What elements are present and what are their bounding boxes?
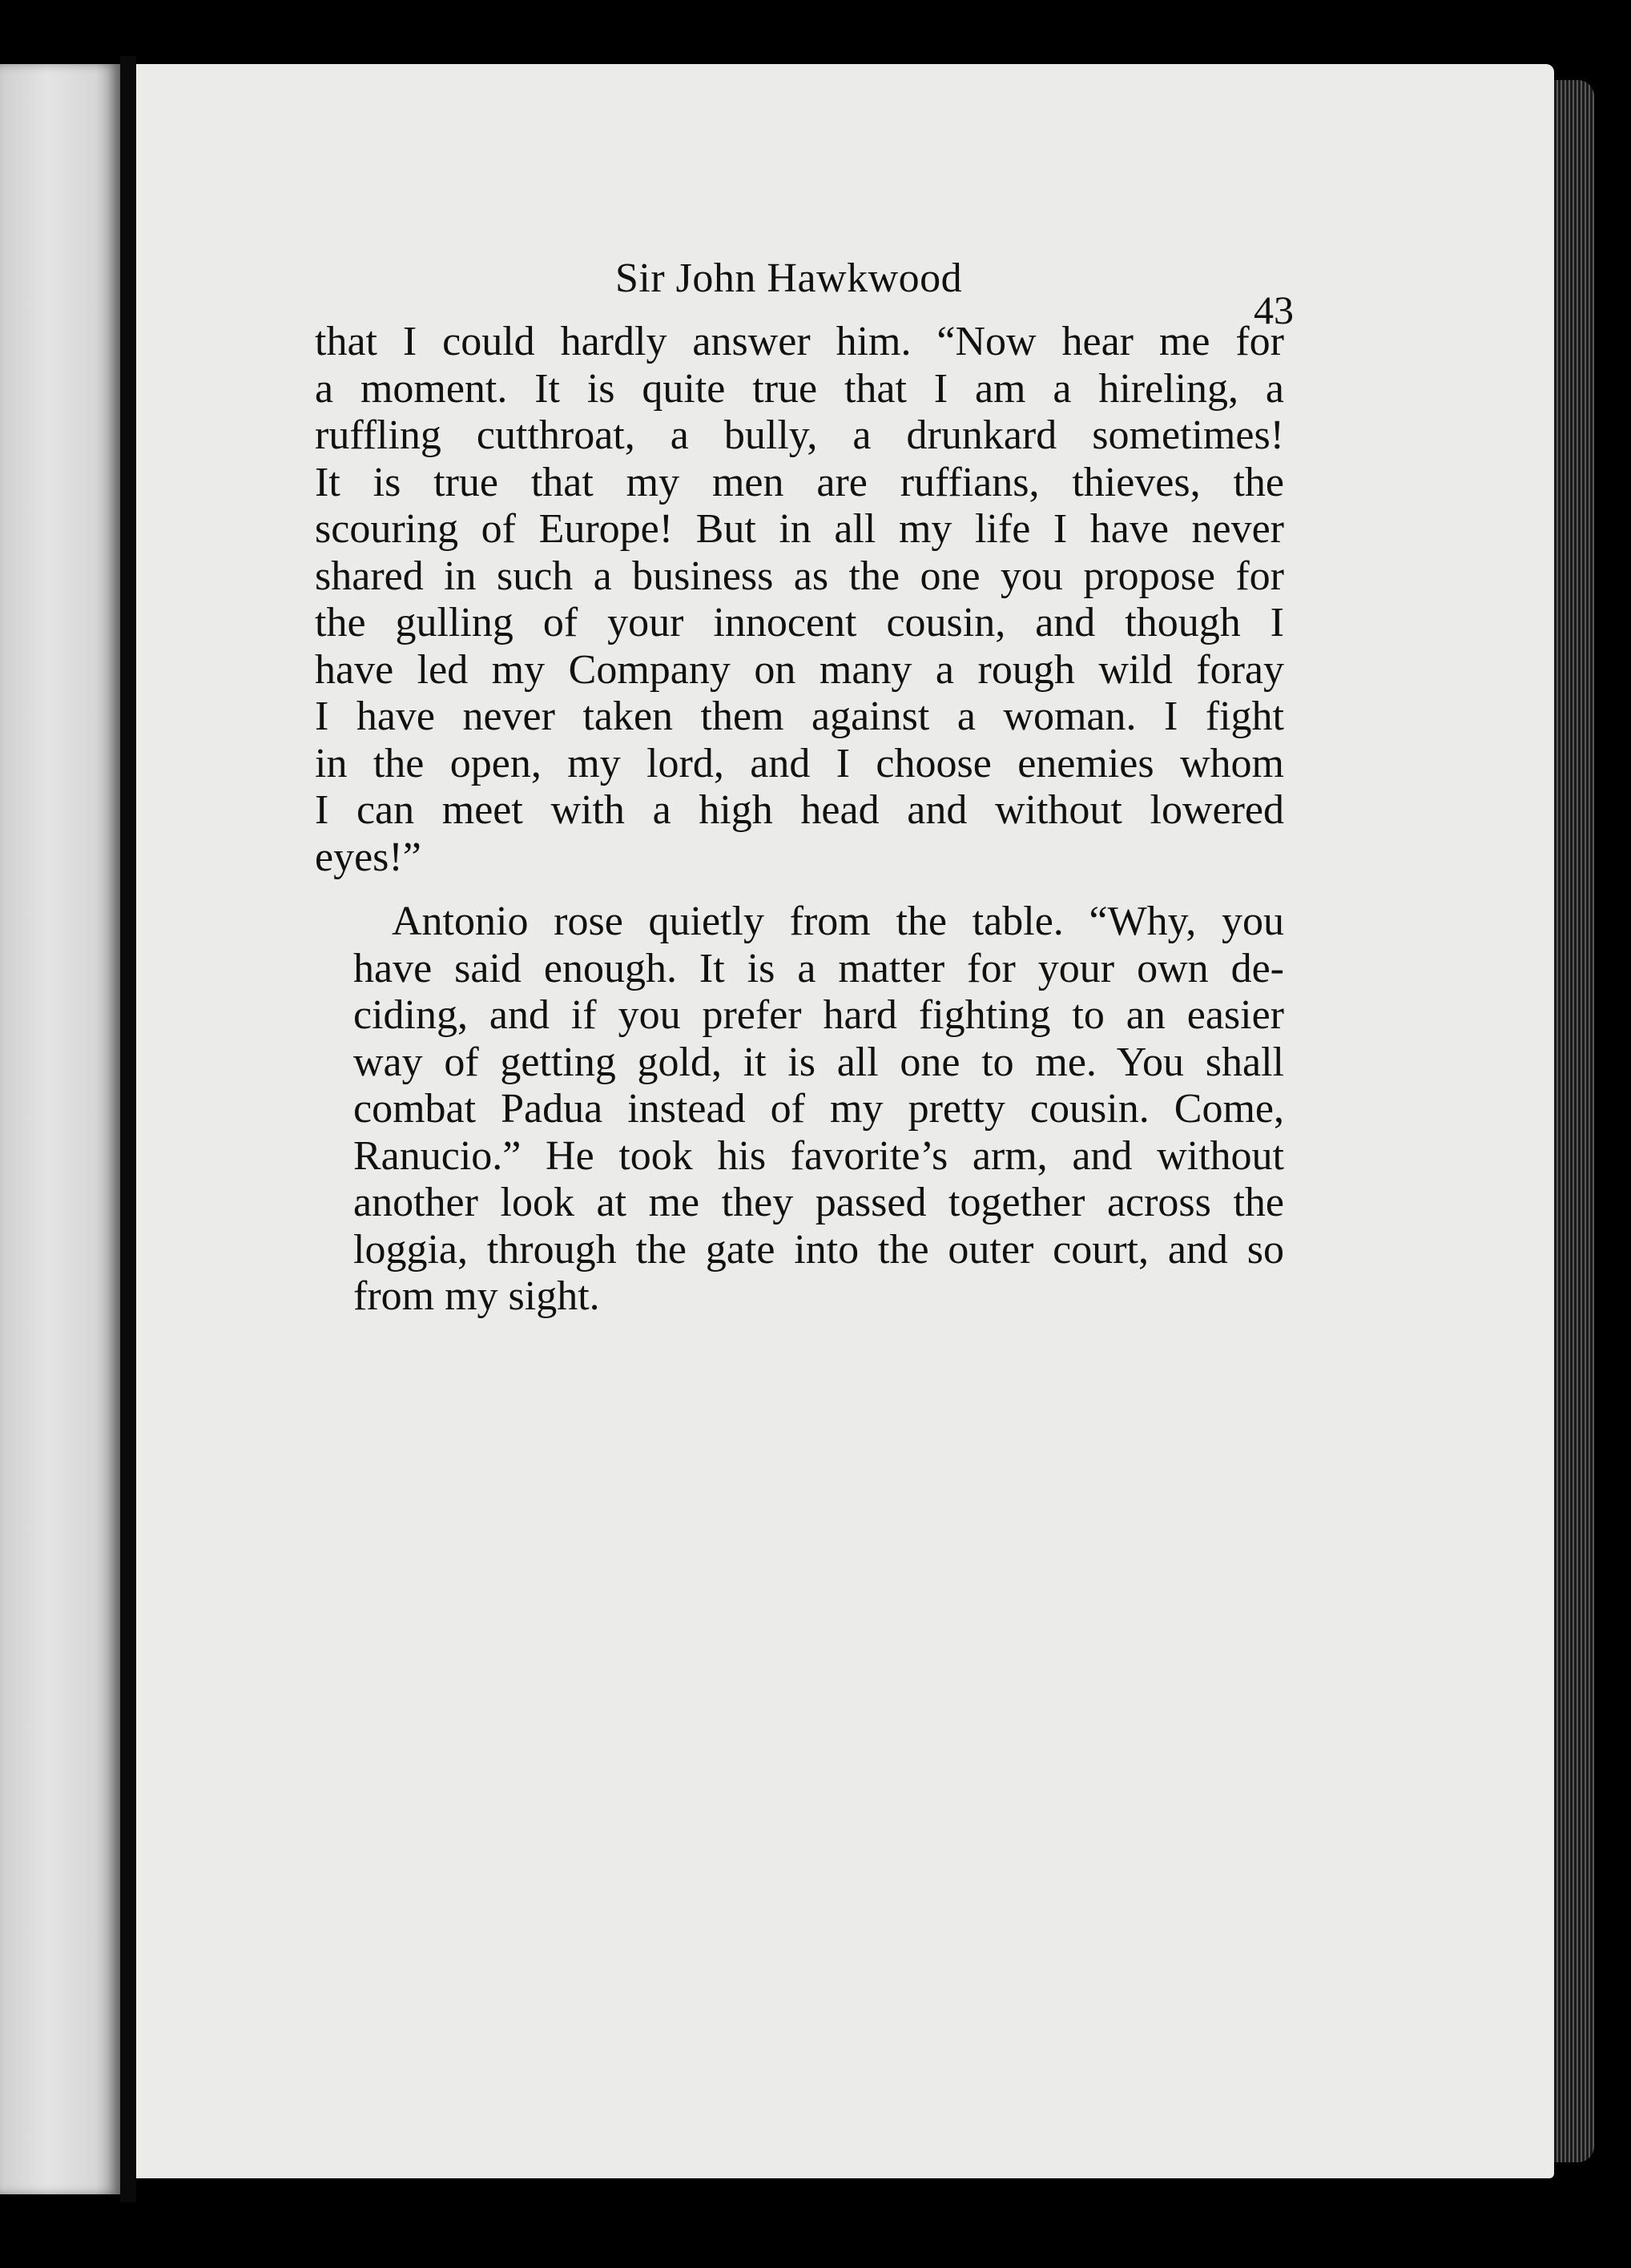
text-line: It is true that my men are ruffians, thieves, the <box>315 459 1284 505</box>
text-line: another look at me they passed together across the <box>353 1180 1284 1225</box>
text-line: I can meet with a high head and without lowered <box>315 787 1284 833</box>
text-line: the gulling of your innocent cousin, and though I <box>315 600 1284 645</box>
text-line: I have never taken them against a woman. I fight <box>315 694 1284 739</box>
text-line: that I could hardly answer him. “Now hear me for <box>315 319 1284 364</box>
text-line: way of getting gold, it is all one to me. You shall <box>353 1039 1284 1085</box>
paragraph-2 <box>315 899 1284 1321</box>
facing-page-edge <box>0 64 120 2194</box>
book-gutter <box>120 56 136 2202</box>
text-line: ciding, and if you prefer hard fighting to an easier <box>353 992 1284 1038</box>
text-line: have led my Company on many a rough wild foray <box>315 646 1284 693</box>
running-title: Sir John Hawkwood <box>615 255 963 301</box>
paragraph-1 <box>315 319 1284 881</box>
text-line: Ranucio.” He took his favorite’s arm, and without <box>353 1132 1284 1179</box>
text-line: combat Padua instead of my pretty cousin. Come, <box>353 1086 1284 1132</box>
text-line: scouring of Europe! But in all my life I have never <box>315 506 1284 552</box>
page-text-block <box>315 255 1294 1321</box>
running-head <box>315 255 1294 332</box>
page-block-edges <box>1550 80 1594 2162</box>
text-line: ruffling cutthroat, a bully, a drunkard sometimes! <box>315 412 1284 458</box>
text-line: from my sight. <box>353 1273 600 1319</box>
page-number: 43 <box>1254 288 1294 332</box>
text-line: eyes!” <box>315 834 421 880</box>
text-line: a moment. It is quite true that I am a hireling, a <box>315 365 1284 412</box>
text-line: have said enough. It is a matter for your own de- <box>353 945 1284 991</box>
text-line: in the open, my lord, and I choose enemies whom <box>315 740 1284 786</box>
text-line: loggia, through the gate into the outer court, and so <box>353 1226 1284 1273</box>
text-line: Antonio rose quietly from the table. “Why, you <box>392 899 1284 944</box>
text-line: shared in such a business as the one you propose for <box>315 553 1284 599</box>
